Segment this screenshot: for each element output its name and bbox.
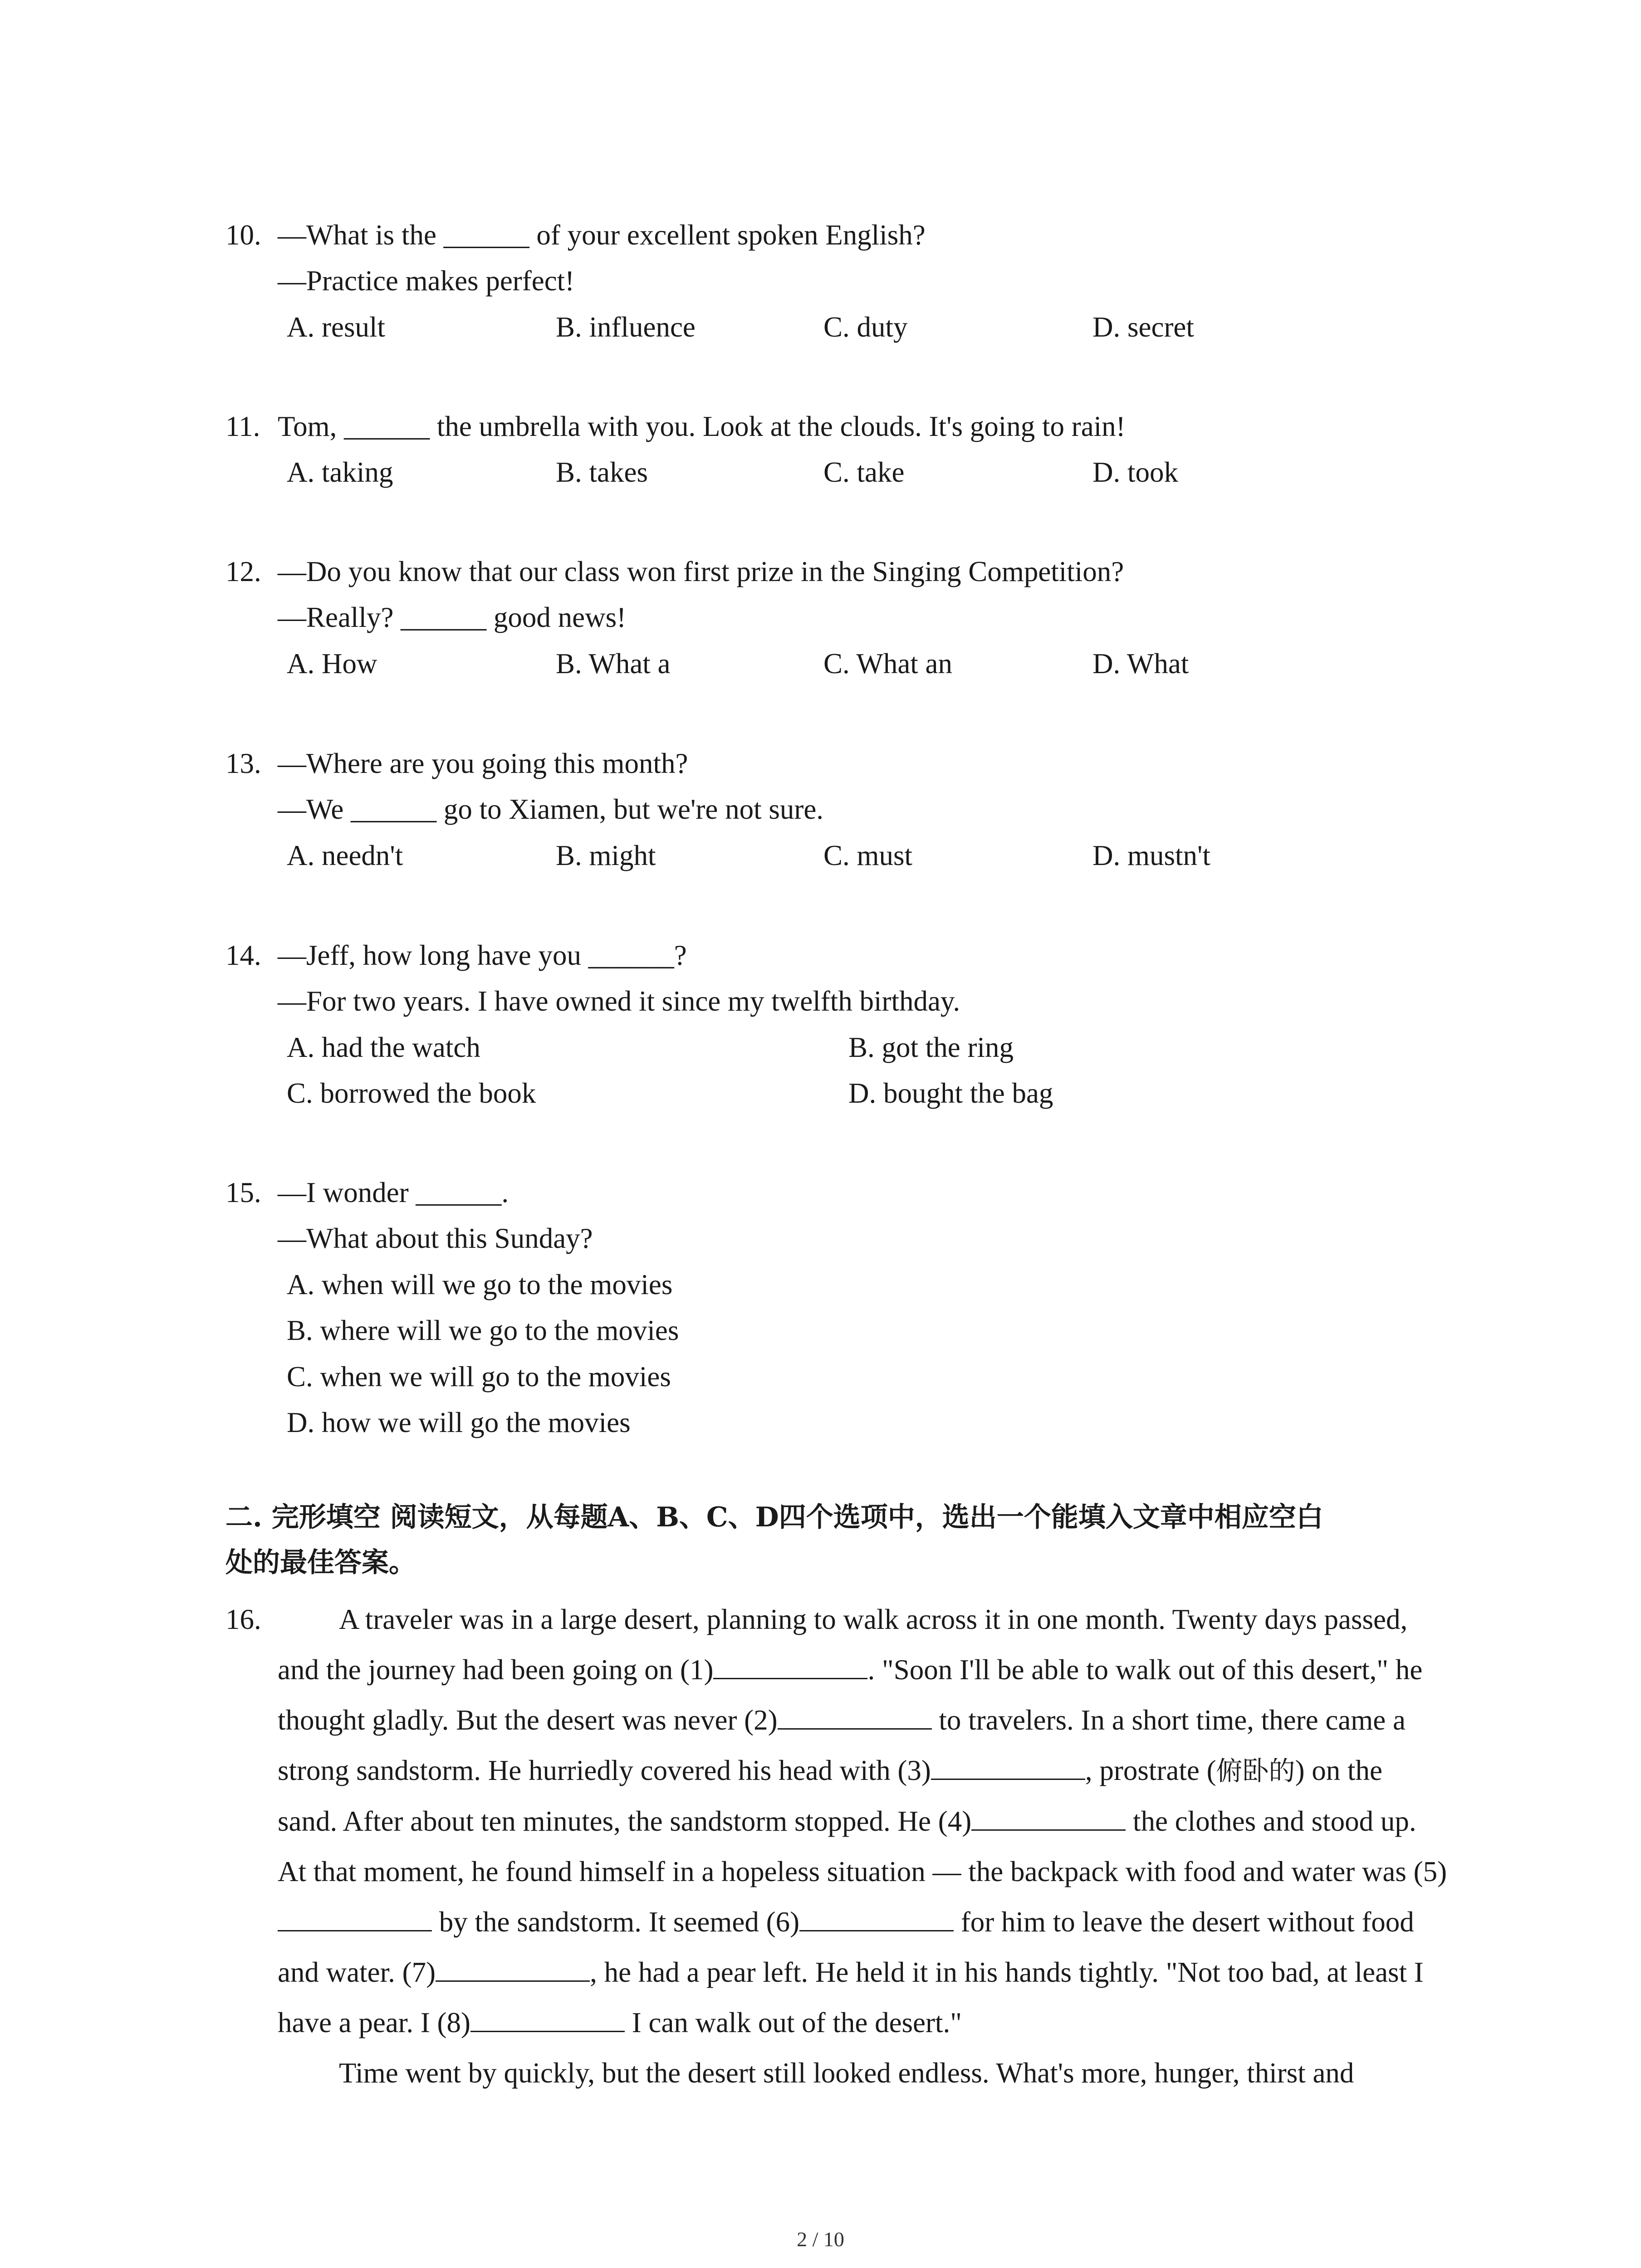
question-stem: —What about this Sunday? xyxy=(278,1222,593,1254)
question-stem: —Practice makes perfect! xyxy=(278,265,575,297)
question-stem: Tom, ______ the umbrella with you. Look at the clouds. It's going to rain! xyxy=(278,411,1126,442)
question-stem: —What is the ______ of your excellent spoken English? xyxy=(278,219,926,251)
passage-text: I can walk out of the desert." xyxy=(625,2007,962,2038)
blank-6[interactable] xyxy=(799,1903,954,1931)
option-d: D. secret xyxy=(1092,311,1194,343)
option-c: C. take xyxy=(823,456,905,488)
question-stem: —Really? ______ good news! xyxy=(278,601,627,633)
option-c: C. when we will go to the movies xyxy=(287,1361,671,1393)
question-number: 15. xyxy=(225,1177,261,1208)
passage-paragraph: Time went by quickly, but the desert still looked endless. What's more, hunger, thirst and xyxy=(339,2057,1354,2089)
passage-text: to travelers. In a short time, there came a strong sandstorm. He hurriedly covered his head with (3) xyxy=(278,1704,1406,1786)
passage-text: for him to leave the desert without food and water. (7) xyxy=(278,1906,1414,1988)
blank-2[interactable] xyxy=(778,1701,932,1730)
blank-7[interactable] xyxy=(436,1953,590,1982)
blank-3[interactable] xyxy=(931,1751,1085,1780)
option-b: B. What a xyxy=(556,648,671,679)
question-number: 12. xyxy=(225,556,261,587)
passage-text: ) on the sand. After about ten minutes, the sandstorm stopped. He (4) xyxy=(278,1755,1383,1837)
question-stem: —For two years. I have owned it since my twelfth birthday. xyxy=(278,985,960,1017)
question-stem: —We ______ go to Xiamen, but we're not sure. xyxy=(278,793,824,825)
passage-text: , he had a pear left. He held it in his hands tightly. "Not too bad, at least I have a pear. I (8) xyxy=(278,1956,1424,2038)
option-a: A. result xyxy=(287,311,385,343)
option-b: B. might xyxy=(556,840,656,871)
option-d: D. What xyxy=(1092,648,1189,679)
option-b: B. influence xyxy=(556,311,696,343)
option-a: A. How xyxy=(287,648,377,679)
blank-4[interactable] xyxy=(971,1802,1126,1831)
chinese-gloss: 俯卧的 xyxy=(1216,1755,1295,1786)
option-a: A. needn't xyxy=(287,840,403,871)
question-stem: —Do you know that our class won first prize in the Singing Competition? xyxy=(278,556,1124,587)
question-stem: —Where are you going this month? xyxy=(278,748,688,779)
passage-text: , prostrate ( xyxy=(1085,1755,1216,1786)
passage-text: A traveler was in a large desert, planning to walk across it in one month. Twenty days passed, and the journey had been going on (1) xyxy=(278,1603,1408,1686)
option-a: A. taking xyxy=(287,456,393,488)
option-a: A. when will we go to the movies xyxy=(287,1269,673,1300)
section-title-continued: 处的最佳答案。 xyxy=(225,1547,416,1579)
option-a: A. had the watch xyxy=(287,1031,480,1063)
page-number: 2 / 10 xyxy=(797,2228,844,2251)
option-c: C. duty xyxy=(823,311,908,343)
option-d: D. took xyxy=(1092,456,1178,488)
question-number: 14. xyxy=(225,939,261,971)
option-c: C. borrowed the book xyxy=(287,1077,536,1109)
blank-5[interactable] xyxy=(278,1903,432,1931)
option-d: D. how we will go the movies xyxy=(287,1407,631,1438)
question-stem: —I wonder ______. xyxy=(278,1177,509,1208)
option-c: C. What an xyxy=(823,648,953,679)
option-d: D. mustn't xyxy=(1092,840,1210,871)
question-number: 16. xyxy=(225,1603,261,1635)
cloze-passage xyxy=(278,1594,1448,2098)
option-b: B. takes xyxy=(556,456,648,488)
option-d: D. bought the bag xyxy=(848,1077,1053,1109)
passage-text: the clothes and stood up. At that moment, he found himself in a hopeless situation — the backpack with food and water was (5) xyxy=(278,1805,1447,1887)
option-c: C. must xyxy=(823,840,913,871)
passage-text: by the sandstorm. It seemed (6) xyxy=(432,1906,800,1938)
question-number: 10. xyxy=(225,219,261,251)
section-title: 二. 完形填空 阅读短文，从每题A、B、C、D四个选项中，选出一个能填入文章中相应空白 xyxy=(225,1501,1323,1533)
question-number: 13. xyxy=(225,748,261,779)
question-stem: —Jeff, how long have you ______? xyxy=(278,939,687,971)
blank-8[interactable] xyxy=(470,2004,625,2032)
passage-text: . "Soon I'll be able to walk out of this desert," he thought gladly. But the desert was never (2) xyxy=(278,1654,1423,1736)
option-b: B. got the ring xyxy=(848,1031,1014,1063)
question-number: 11. xyxy=(225,411,260,442)
option-b: B. where will we go to the movies xyxy=(287,1315,679,1346)
blank-1[interactable] xyxy=(713,1651,867,1679)
passage-paragraph xyxy=(278,1594,1448,2048)
